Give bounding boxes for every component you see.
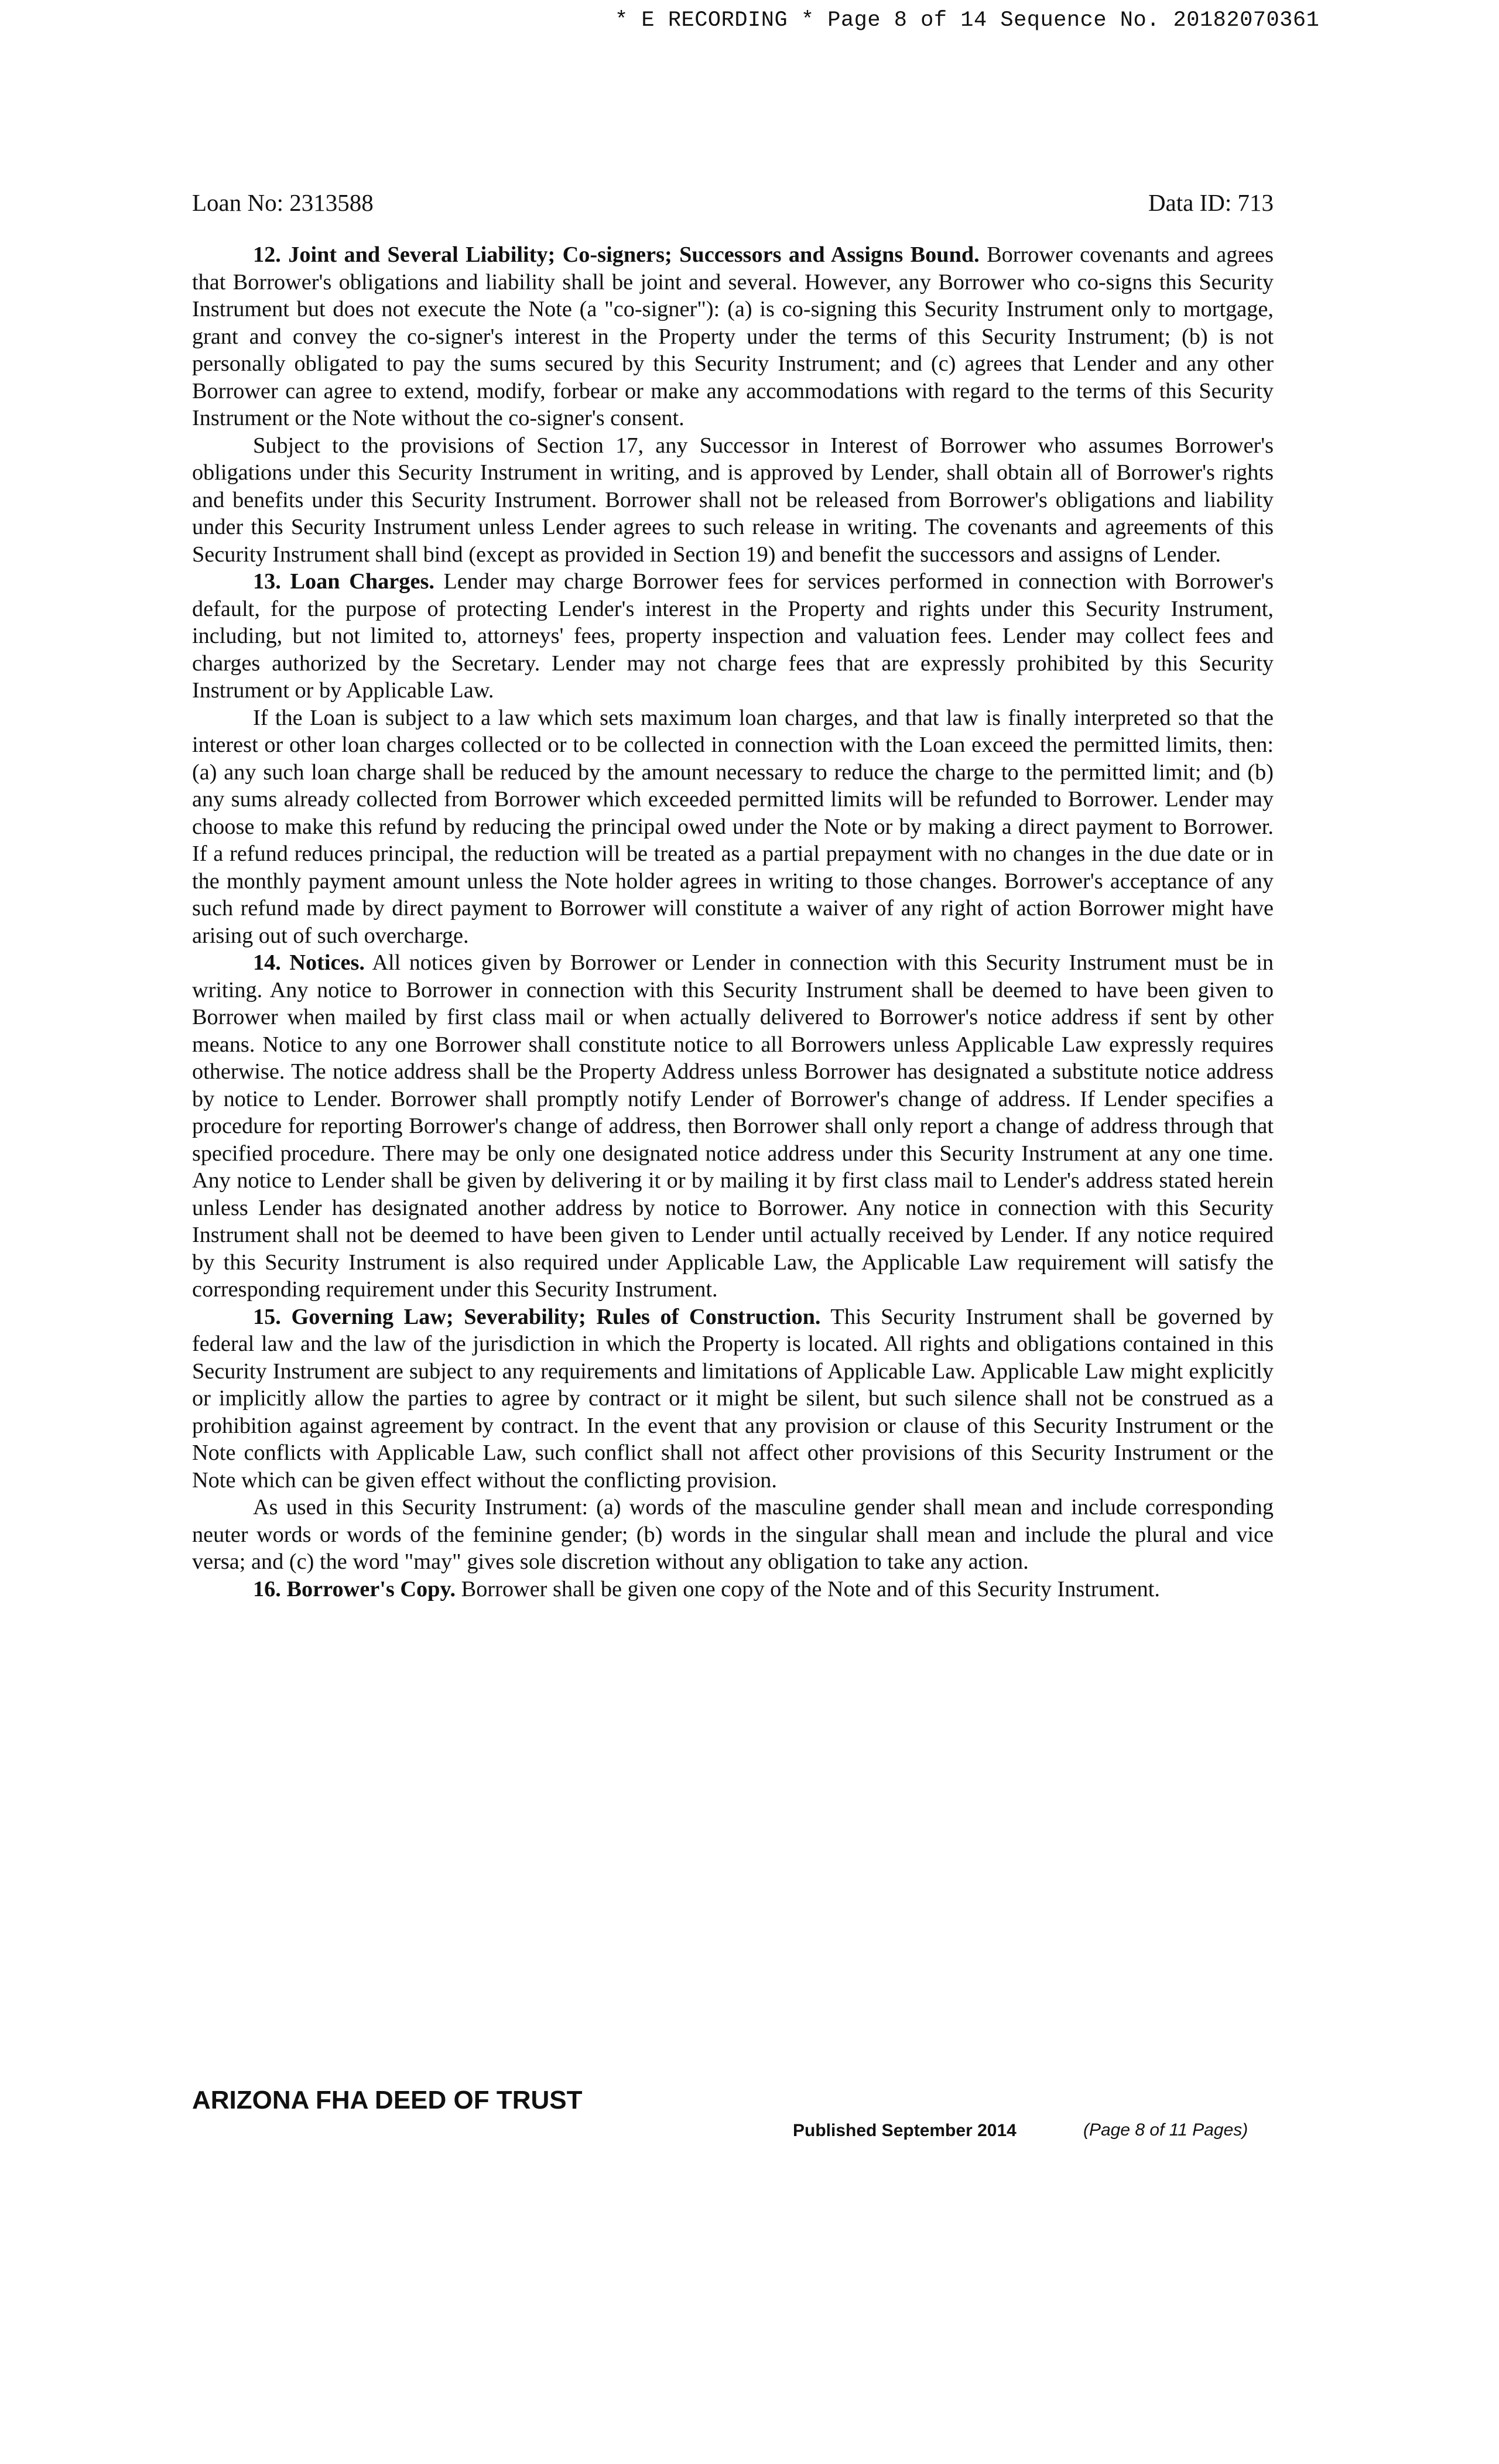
section-13-number: 13. [253,569,281,594]
section-15-paragraph-1 [192,1303,1274,1494]
section-12-paragraph-1 [192,241,1274,432]
section-16-text-1: Borrower shall be given one copy of the Note and of this Security Instrument. [461,1576,1160,1601]
section-15-text-1: This Security Instrument shall be governed by federal law and the law of the jurisdiction in which the Property is located. All rights and obligations contained in this Security Instrument are subject to any requirements and limitations of Applicable Law. Applicable Law might explicitly or implicitly allow the parties to agree by contract or it might be silent, but such silence shall not be construed as a prohibition against agreement by contract. In the event that any provision or clause of this Security Instrument or the Note conflicts with Applicable Law, such conflict shall not affect other provisions of this Security Instrument or the Note which can be given effect without the conflicting provision. [192,1304,1274,1493]
section-15-number: 15. [253,1304,281,1329]
section-14-text-1: All notices given by Borrower or Lender in connection with this Security Instrument must be in writing. Any notice to Borrower in connection with this Security Instrument shall be deemed to have been given to Borrower when mailed by first class mail or when actually delivered to Borrower's notice address if sent by other means. Notice to any one Borrower shall constitute notice to all Borrowers unless Applicable Law expressly requires otherwise. The notice address shall be the Property Address unless Borrower has designated a substitute notice address by notice to Lender. Borrower shall promptly notify Lender of Borrower's change of address. If Lender specifies a procedure for reporting Borrower's change of address, then Borrower shall only report a change of address through that specified procedure. There may be only one designated notice address under this Security Instrument at any one time. Any notice to Lender shall be given by delivering it or by mailing it by first class mail to Lender's address stated herein unless Lender has designated another address by notice to Borrower. Any notice in connection with this Security Instrument shall not be deemed to have been given to Lender until actually received by Lender. If any notice required by this Security Instrument is also required under Applicable Law, the Applicable Law requirement will satisfy the corresponding requirement under this Security Instrument. [192,950,1274,1302]
section-15-heading [253,1305,820,1329]
form-title: ARIZONA FHA DEED OF TRUST [192,2086,583,2114]
section-12-title: Joint and Several Liability; Co-signers; Successors and Assigns Bound. [288,242,980,267]
section-12-number: 12. [253,242,281,267]
section-13-title: Loan Charges. [290,569,434,594]
loan-info-line [192,189,1274,217]
section-14-paragraph-1 [192,949,1274,1303]
section-12-heading [253,242,980,267]
published-date: Published September 2014 [793,2121,1017,2140]
section-14-title: Notices. [289,950,365,975]
section-13-paragraph-1 [192,568,1274,704]
section-12-text-1: Borrower covenants and agrees that Borrower's obligations and liability shall be joint and several. However, any Borrower who co-signs this Security Instrument but does not execute the Note (a "co-signer"): (a) is co-signing this Security Instrument only to mortgage, grant and convey the co-signer's interest in the Property under the terms of this Security Instrument; (b) is not personally obligated to pay the sums secured by this Security Instrument; and (c) agrees that Lender and any other Borrower can agree to extend, modify, forbear or make any accommodations with regard to the terms of this Security Instrument or the Note without the co-signer's consent. [192,242,1274,430]
section-13-heading [253,569,434,594]
section-15-paragraph-2: As used in this Security Instrument: (a) words of the masculine gender shall mean and include corresponding neuter words or words of the feminine gender; (b) words in the singular shall mean and include the plural and vice versa; and (c) the word "may" gives sole discretion without any obligation to take any action. [192,1495,1274,1574]
section-15-title: Governing Law; Severability; Rules of Construction. [291,1304,821,1329]
page-count: (Page 8 of 11 Pages) [1083,2120,1248,2140]
section-16-number: 16. [253,1576,281,1601]
section-14-heading [253,950,365,975]
section-13-text-1: Lender may charge Borrower fees for services performed in connection with Borrower's default, for the purpose of protecting Lender's interest in the Property and rights under this Security Instrument, including, but not limited to, attorneys' fees, property inspection and valuation fees. Lender may collect fees and charges authorized by the Secretary. Lender may not charge fees that are expressly prohibited by this Security Instrument or by Applicable Law. [192,569,1274,703]
section-14-number: 14. [253,950,281,975]
recording-header: * E RECORDING * Page 8 of 14 Sequence No. 20182070361 [615,8,1320,33]
section-12-paragraph-2: Subject to the provisions of Section 17, any Successor in Interest of Borrower who assumes Borrower's obligations under this Security Instrument in writing, and is approved by Lender, shall obtain all of Borrower's rights and benefits under this Security Instrument. Borrower shall not be released from Borrower's obligations and liability under this Security Instrument unless Lender agrees to such release in writing. The covenants and agreements of this Security Instrument shall bind (except as provided in Section 19) and benefit the successors and assigns of Lender. [192,433,1274,567]
section-16-title: Borrower's Copy. [286,1576,456,1601]
section-16-heading [253,1577,456,1601]
section-13-paragraph-2: If the Loan is subject to a law which sets maximum loan charges, and that law is finally interpreted so that the interest or other loan charges collected or to be collected in connection with the Loan exceed the permitted limits, then: (a) any such loan charge shall be reduced by the amount necessary to reduce the charge to the permitted limit; and (b) any sums already collected from Borrower which exceeded permitted limits will be refunded to Borrower. Lender may choose to make this refund by reducing the principal owed under the Note or by making a direct payment to Borrower. If a refund reduces principal, the reduction will be treated as a partial prepayment with no changes in the due date or in the monthly payment amount unless the Note holder agrees in writing to those changes. Borrower's acceptance of any such refund made by direct payment to Borrower will constitute a waiver of any right of action Borrower might have arising out of such overcharge. [192,705,1274,948]
data-id: Data ID: 713 [1148,189,1274,216]
section-16-paragraph-1 [192,1576,1274,1603]
document-body [192,241,1274,1603]
loan-number: Loan No: 2313588 [192,189,374,216]
